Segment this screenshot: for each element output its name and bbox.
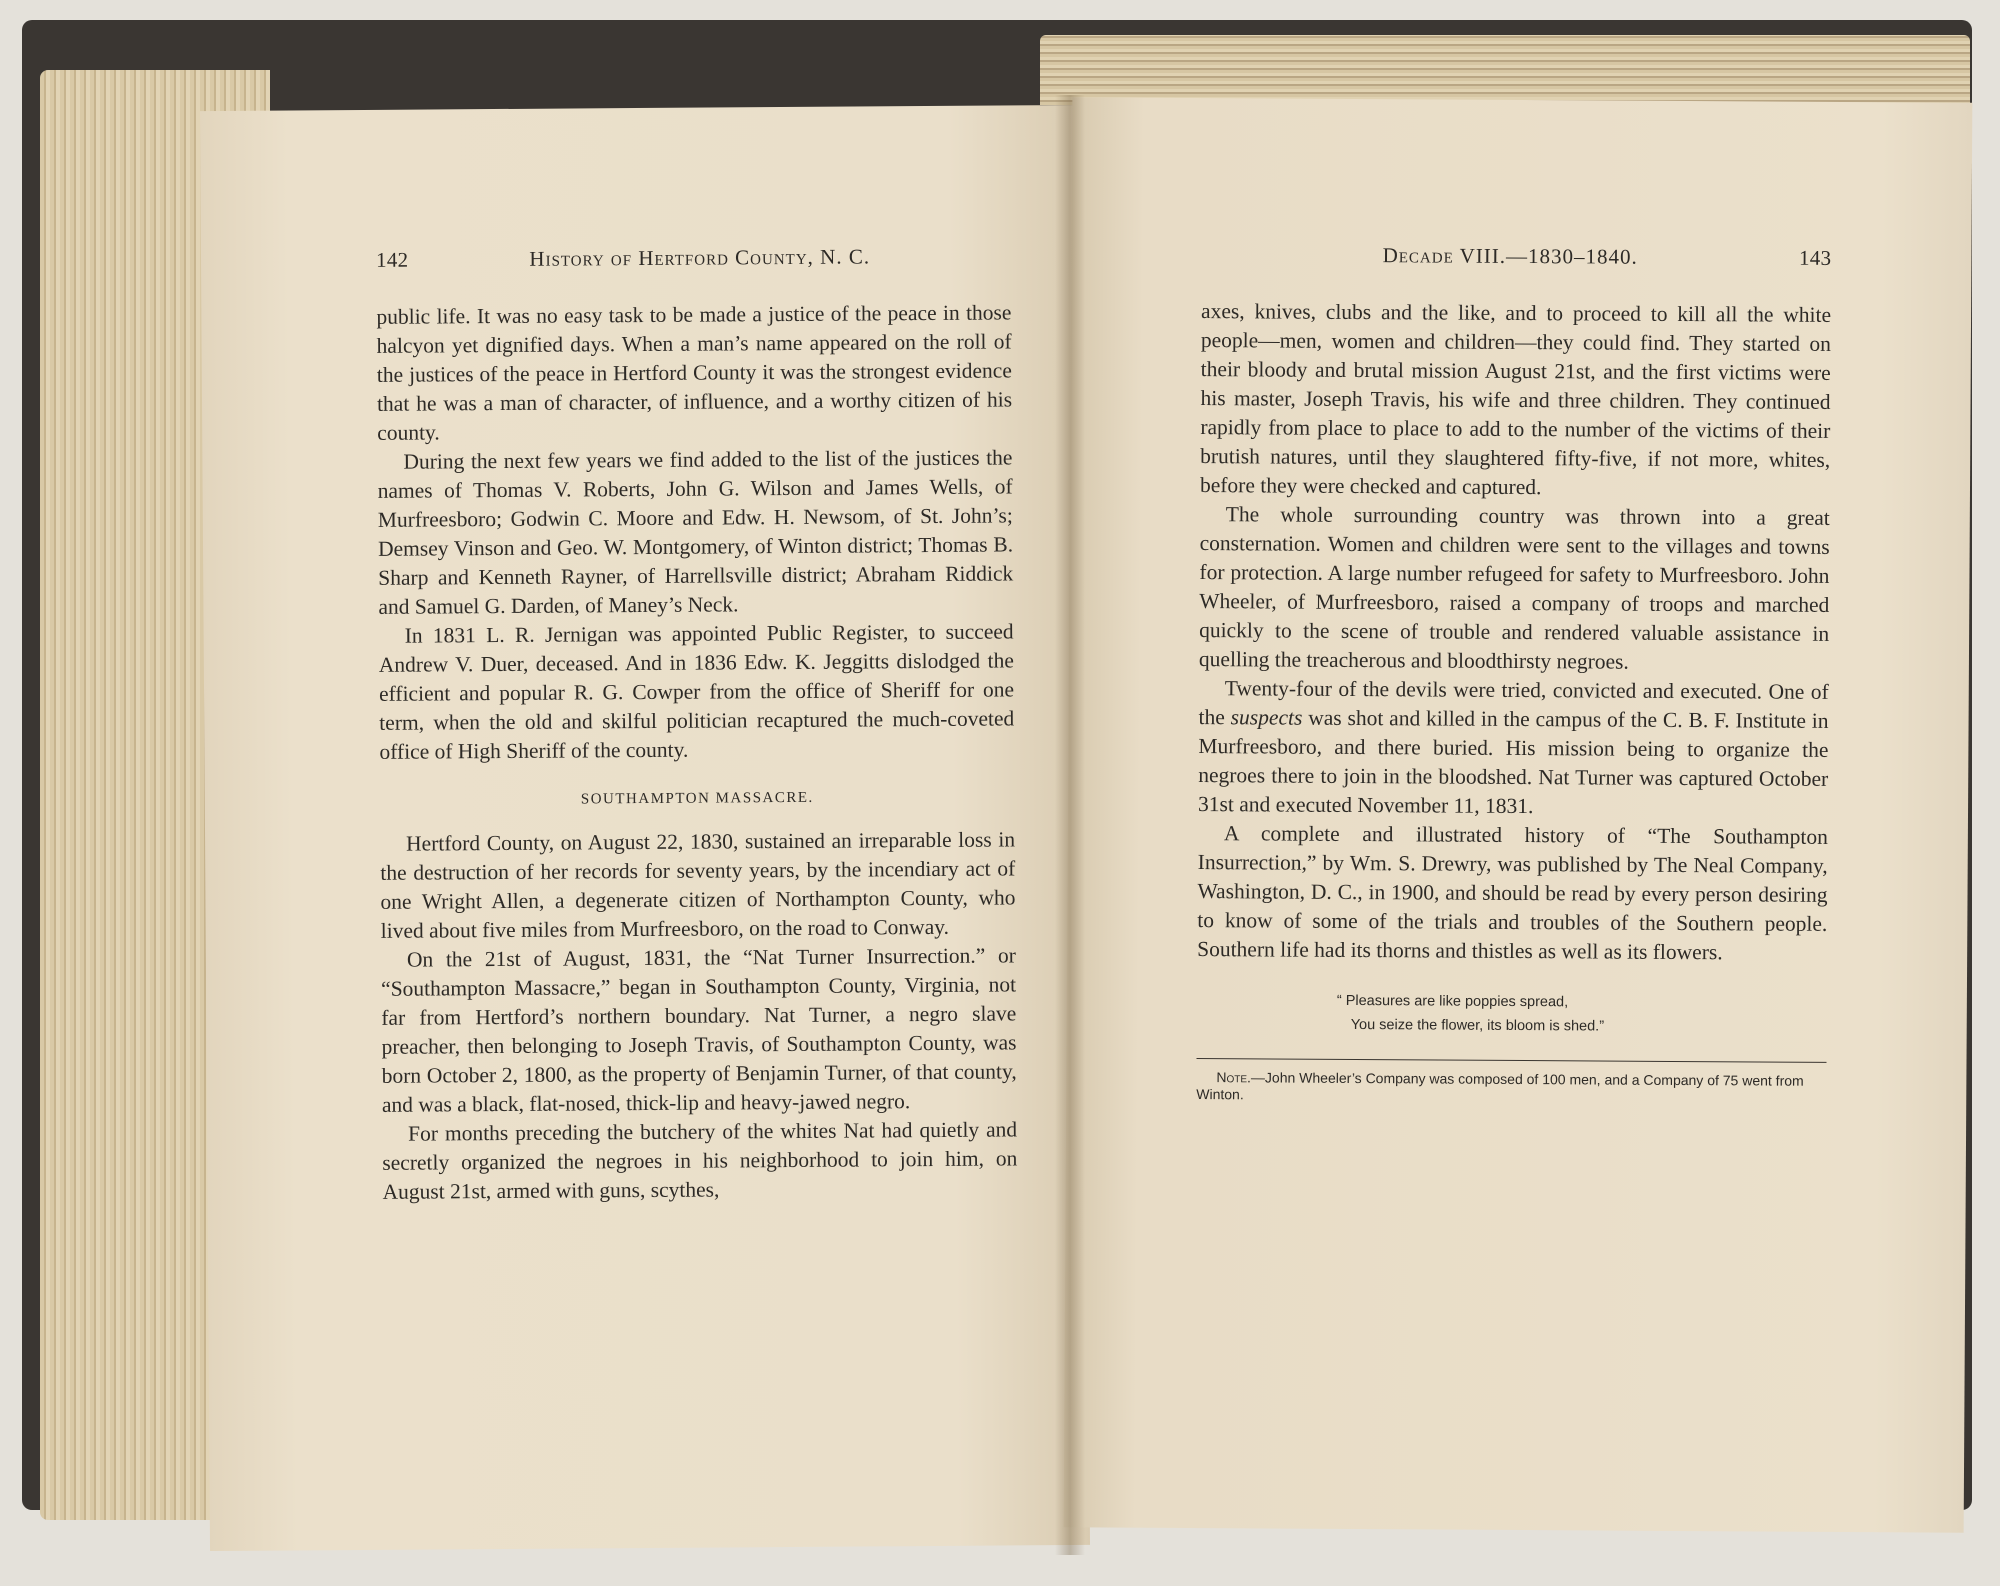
emphasis-text: suspects xyxy=(1230,705,1303,730)
right-page-header xyxy=(1201,240,1831,273)
paragraph: For months preceding the butchery of the whites Nat had quietly and secretly organized the negroes in his neighborhood to join him, on August 21st, armed with guns, scythes, xyxy=(382,1117,1018,1204)
page-edges-top xyxy=(1040,35,1970,105)
paragraph: The whole surrounding country was thrown into a great consternation. Women and children were sent to the villages and towns for protection. A large number refugeed for safety to Murfreesboro. John Wheeler, of Murfreesboro, raised a company of troops and marched quickly to the scene of trouble and rendered valuable assistance in quelling the treacherous and bloodthirsty negroes. xyxy=(1198,502,1830,674)
left-page xyxy=(200,105,1090,1551)
left-page-text xyxy=(376,241,1018,1206)
book-gutter xyxy=(1055,95,1085,1555)
left-page-header xyxy=(376,241,1011,274)
footnote xyxy=(1196,1069,1826,1107)
paragraph: During the next few years we find added to the list of the justices the names of Thomas V. Roberts, John G. Wilson and James Wells, of Murfreesboro; Godwin C. Moore and Edw. H. Newsom, of St. John’s; Demsey Vinson and Geo. W. Montgomery, of Winton district; Thomas B. Sharp and Kenneth Rayner, of Harrellsville district; Abraham Riddick and Samuel G. Darden, of Maney’s Neck. xyxy=(377,445,1014,619)
quote-line: You seize the flower, its bloom is shed.” xyxy=(1350,1016,1605,1035)
paragraph-text: Twenty-four of the devils were tried, convicted and executed. One of the xyxy=(1198,676,1829,730)
paragraph: A complete and illustrated history of “The Southampton Insurrection,” by Wm. S. Drewry, was published by The Neal Company, Washington, D. C., in 1900, and should be read by every person desiring to know of some of the trials and troubles of the Southern people. Southern life had its thorns and thistles as well as its flowers. xyxy=(1197,821,1828,965)
paragraph: public life. It was no easy task to be made a justice of the peace in those halcyon yet dignified days. When a man’s name appeared on the roll of the justices of the peace in Hertford County it was the strongest evidence that he was a man of character, of influence, and a worthy citizen of his county. xyxy=(376,300,1013,445)
paragraph-text: was shot and killed in the campus of the C. B. F. Institute in Murfreesboro, and there buried. His mission being to organize the negroes there to join in the bloodshed. Nat Turner was captured October 31st and executed November 11, 1831. xyxy=(1197,705,1829,819)
paragraph: In 1831 L. R. Jernigan was appointed Public Register, to succeed Andrew V. Duer, deceased. And in 1836 Edw. K. Jeggitts dislodged the efficient and popular R. G. Cowper from the office of Sheriff for one term, when the old and skilful politician recaptured the much-coveted office of High Sheriff of the county. xyxy=(378,619,1015,764)
footnote-text: —John Wheeler’s Company was composed of 100 men, and a Company of 75 went from Winton. xyxy=(1196,1069,1804,1103)
quote-line: “ Pleasures are like poppies spread, xyxy=(1336,992,1569,1011)
footnote-label: Note. xyxy=(1216,1069,1252,1086)
paragraph xyxy=(1198,674,1829,823)
section-heading: SOUTHAMPTON MASSACRE. xyxy=(580,789,814,808)
epigraph-quote xyxy=(1337,989,1827,1040)
right-page xyxy=(1064,97,1973,1532)
page-number: 142 xyxy=(375,247,409,272)
running-head: History of Hertford County, N. C. xyxy=(529,244,871,271)
footnote-rule xyxy=(1197,1058,1827,1063)
paragraph: On the 21st of August, 1831, the “Nat Turner Insurrection.” or “Southampton Massacre,” began in Southampton County, Virginia, not far from Hertford’s northern boundary. Nat Turner, a negro slave preacher, then belonging to Joseph Travis, of Southampton County, was born October 2, 1800, as the property of Benjamin Turner, of that county, and was a black, flat-nosed, thick-lip and heavy-jawed negro. xyxy=(381,943,1017,1117)
paragraph: axes, knives, clubs and the like, and to proceed to kill all the white people—men, women and children—they could find. They started on their bloody and brutal mission August 21st, and the first victims were his master, Joseph Travis, his wife and three children. They continued rapidly from place to place to add to the number of the victims of their brutish natures, until they slaughtered fifty-five, if not more, whites, before they were checked and captured. xyxy=(1199,299,1832,500)
paragraph: Hertford County, on August 22, 1830, sustained an irreparable loss in the destruction of her records for seventy years, by the incendiary act of one Wright Allen, a degenerate citizen of Northampton County, who lived about five miles from Murfreesboro, on the road to Conway. xyxy=(380,827,1016,943)
running-head: Decade VIII.—1830–1840. xyxy=(1382,243,1638,269)
right-page-text xyxy=(1196,240,1831,1107)
page-number: 143 xyxy=(1798,245,1832,270)
